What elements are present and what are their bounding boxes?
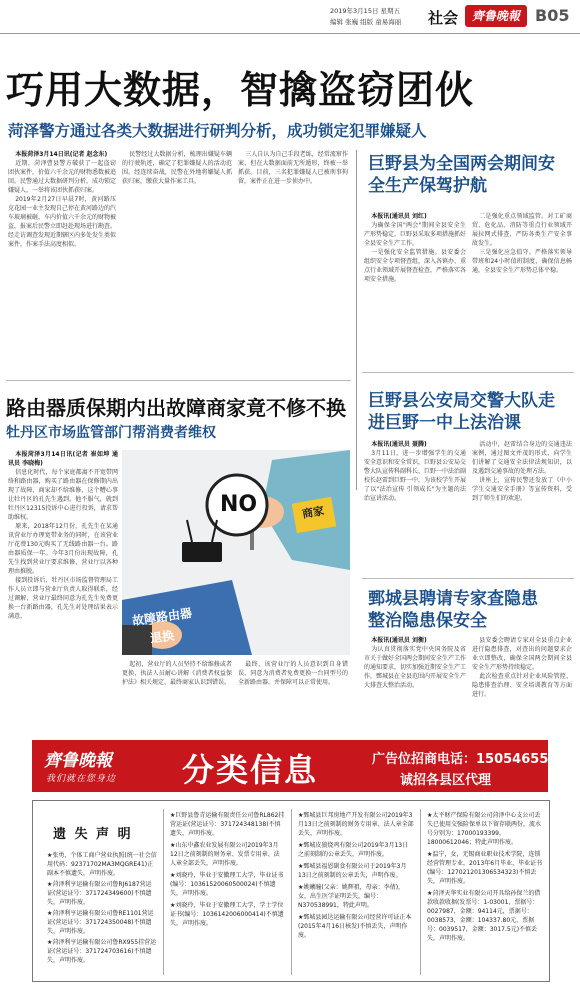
page-number: B05 [535,6,570,25]
story5-headline: 鄄城县聘请专家查隐患整治隐患保安全 [368,589,538,631]
classified-banner [32,740,576,792]
story3-paragraph: 最终，该营业厅的人员意识到自身错误，同意为消费者免费更换一台同型号的全新路由器，并保障可以正常使用。 [238,661,348,686]
story3-paragraph: 起初，营业厅的人员坚持不给维修或者更换，执法人员耐心讲解《消费者权益保护法》相关规定，最终商家认识到错误。 [122,661,232,686]
story3-headline: 路由器质保期内出故障商家竟不修不换 [6,396,346,420]
story4-headline: 巨野县公安局交警大队走进巨野一中上法治课 [368,391,555,433]
classified-entry: ★菏泽利亨运输有限公司鲁RE1101营运证(营运证号：371724350048)不慎遗失，声明作废。 [47,910,154,935]
classified-entry: ★菏泽利亨运输有限公司鲁RJ6187营运证(营运证号：371724349600)不慎遗失，声明作废。 [47,881,152,906]
classified-entry: ★姚曦瞳(父亲：姚辉祖，母亲：李倩)，女，出生医学证明丢失，编号：N370538991，特此声明。 [298,884,405,909]
classified-entry: ★鄄城县福恩副食有限公司于2019年3月13日之前刻制的公章丢失，声明作废。 [298,863,407,879]
story3-paragraph: 接到投诉后，牡丹区市场监督管理局工作人员立即与营业厅负责人取得联系，经过调解，营业厅最终同意为孔先生免费更换一台新路由器，孔先生对处理结果表示满意。 [8,577,118,620]
story2-paragraph: 二是强化重点领域监管。对工矿商贸、危化品、消防等重点行业领域开展拉网式排查，严防各类生产安全事故发生。 [472,213,572,247]
no-sign-text: NO [220,492,258,517]
story2-paragraph: 为确保全国"两会"期间全县安全生产形势稳定，巨野县采取多项措施抓好全县安全生产工作。 [364,222,466,247]
classified-col1 [47,851,157,977]
classified-col2 [170,811,285,977]
classified-entry: ★菏泽利亨运输有限公司鲁RX955挂营运证(营运证号：371724703616)不慎遗失，声明作废。 [47,939,157,964]
classified-entry: ★张勇，个体工商户营业执照(统一社会信用代码：92371702MA3MQGRE41)正副本不慎遗失，声明作废。 [47,852,157,877]
story2-col1 [364,212,466,352]
classified-entry: ★菏泽天华实业有限公司开具给孙保兰的借款收款收据(发票号：1-03001，票据号：0027987，金额：94114元，票据号：0038573，金额：104337.80元，票据号：0039517，金额：3017.5元)不慎丢失，声明作废。 [427,890,541,942]
lost-heading: 遗 失 声 明 [53,827,133,842]
story4-col1 [364,440,466,570]
classified-logo: 齊鲁晚報 [44,751,112,771]
story4-paragraph: 3月11日，进一步增强学生的交通安全意识和安全常识，巨野县公安局交警大队宣传科副科长、巨野一中法治副校长赵雷到巨野一中，为该校学生开展了以"法治宣传 引领成长"为主题的法治宣讲活动。 [364,450,466,502]
story5-paragraph: 此次检查重点针对企业风险管控、隐患排查治理、安全培训教育等方面进行。 [472,673,572,698]
story2-paragraph: 三是强化应急值守。严格落实领导带班和24小时值班制度，确保信息畅通，全县安全生产形势总体平稳。 [472,249,572,274]
story1-paragraph: 三人自认为自己手段老练，经常流窜作案，但在大数据面前无所遁形，终被一举抓获。目前，三名犯罪嫌疑人已被刑事拘留，案件正在进一步侦办中。 [238,151,348,185]
story3-col1 [8,450,118,700]
classified-entry: ★鄄城县巨邦房地产开发有限公司2019年3月13日之前刻制的财务专用章、法人章全部丢失，声明作废。 [298,812,414,837]
story3-byline: 本报菏泽3月14日讯(记者 崔如坤 通讯员 李晓梅) [8,451,118,467]
story1-paragraph: 2019年2月27日早晨7时，黄河路压克花园一业主发现自己停在黄河路边的汽车玻璃被砸，车内价值六千余元的财物被盗，报案后民警立即赶赴现场进行勘查。经走访调查发现近期辖区内多处发生类似案件，作案手法高度相似。 [8,196,116,248]
story4-col2 [472,440,572,570]
story5-paragraph: 县安委会聘请专家对全县重点企业进行隐患排查，对查出的问题要求企业立即整改，确保全国两会期间全县安全生产形势持续稳定。 [472,637,572,671]
story1-subhead: 菏泽警方通过各类大数据进行研判分析，成功锁定犯罪嫌疑人 [8,122,427,140]
paper-label-2: 退换 [149,628,175,646]
classified-entry: ★刘晓玲，毕业于安徽理工大学，毕业证书(编号：10361520060500024)不慎遗失，声明作废。 [170,872,284,897]
classified-entry: ★山东中鑫农业发展有限公司2019年3月12日之前刻制的财务章、发票专用章、法人章全部丢失，声明作废。 [170,842,280,867]
classified-entry: ★温宁，女，无锡商业职业技术学院，连锁经营管理专业，2013年6月毕业，毕业证书(编号：127021201306534323)不慎丢失，声明作废。 [427,851,543,885]
classified-entry: ★巨野县鲁青运输有限责任公司鲁RL862挂营运证(营运证号：371724348138)不慎遗失，声明作废。 [170,812,285,837]
classified-col4 [427,811,543,977]
story5-col1 [364,636,466,718]
story5-col2 [472,636,572,718]
story2-col2 [472,212,572,352]
classified-entry: ★鄄城皮狼烧鸡有限公司2019年3月13日之前刻制的公章丢失，声明作废。 [298,842,409,858]
newspaper-logo: 齊鲁晚報 [465,5,527,27]
classified-title: 分类信息 [182,751,319,789]
story3-col3 [238,660,348,720]
story4-paragraph: 活动中，赵雷结合身边的交通违法案例，通过图文并茂的形式，向学生们讲解了交通安全法律法规知识，以及遇到交通事故的处理方法。 [472,441,572,475]
classified-slogan: 我们就在您身边 [46,774,117,784]
story1-col1 [8,150,116,350]
story1-paragraph: 近期，菏泽曹县警方破获了一起盗窃团伙案件，价值六千余元的财物悉数被追回。民警通过大数据研判分析，成功锁定嫌疑人，一举将该团伙抓获归案。 [8,160,116,194]
story4-paragraph: 讲座上，宣传民警还发放了《中小学生交通安全手册》等宣传资料，受到了师生们的欢迎。 [472,477,572,502]
classified-entry: ★刘晓玲，毕业于安徽理工大学，学士学位证书(编号：1036142006000414)不慎遗失，声明作废。 [170,902,284,927]
classified-entry: ★鄄城县园达运输有限公司经营许可证正本(2015年4月16日核发)不慎丢失，声明作废。 [298,914,412,939]
story1-byline: 本报菏泽3月14日讯(记者 赵念东) [15,151,108,158]
masthead [0,0,580,34]
story5-paragraph: 为认真贯彻落实党中央国务院及省市关于做好全国两会期间安全生产工作的通知要求，切实加强近期安全生产工作，鄄城县在全县范围内开展安全生产大排查大整治活动。 [364,646,466,689]
merchant-label: 商家 [301,504,326,521]
story2-byline: 本报讯(通讯员 刘红) [371,213,427,220]
story3-paragraph: 信息化时代，每个家庭都离不开宽带网络和路由器，购买了路由器在保修期内出现了故障，商家却不给维修，这个糟心事让牡丹区的孔先生遇到。他不服气，就到牡丹区12315投诉中心进行投诉，请求帮助维权。 [8,469,118,521]
paper-label-1: 故障路由器 [131,605,193,629]
story1-headline: 巧用大数据，智擒盗窃团伙 [6,68,475,112]
section-label: 社会 [428,9,459,27]
masthead-date: 2019年3月15日 星期五 [330,7,401,15]
classified-box [32,800,550,982]
router-illustration [122,450,350,655]
story1-col3 [238,150,348,350]
story3-paragraph: 原来，2018年12月份，孔先生在某通讯营业厅办理宽带业务的同时，在该营业厅花费130元购买了无线路由器一台。路由器质保一年。今年3月份出现故障，孔先生找到营业厅要求维修，营业厅以各种理由推脱。 [8,523,118,575]
story3-col2 [122,660,232,720]
story2-paragraph: 一是强化安全监管措施。县安委会组织安全专项督查组，深入各镇办、重点行业领域开展督查检查，严格落实各项安全措施。 [364,249,466,283]
story2-headline: 巨野县为全国两会期间安全生产保驾护航 [368,154,555,196]
story1-col2 [122,150,232,350]
classified-entry: ★太平财产保险有限公司菏泽中心支公司丢失已使用交强险保单以下留存联两份，流水号分别为：17000193399，18000612046；特此声明作废。 [427,812,542,846]
story5-byline: 本报讯(通讯员 刘衡) [371,637,427,644]
masthead-editors: 编辑 张巍 组版 童易海丽 [330,18,402,26]
classified-phone: 广告位招商电话：15054655267 [372,752,576,767]
classified-agent: 诚招各县区代理 [400,773,492,788]
classified-col3 [298,811,414,977]
story3-subhead: 牡丹区市场监管部门帮消费者维权 [6,425,216,441]
story4-byline: 本报讯(通讯员 聂腾) [371,441,427,448]
story1-paragraph: 民警经过大数据分析，梳理出嫌疑车辆的行驶轨迹，确定了犯罪嫌疑人的活动范围。经连续奋战，民警在外地将嫌疑人抓获归案，缴获大量作案工具。 [122,151,232,185]
